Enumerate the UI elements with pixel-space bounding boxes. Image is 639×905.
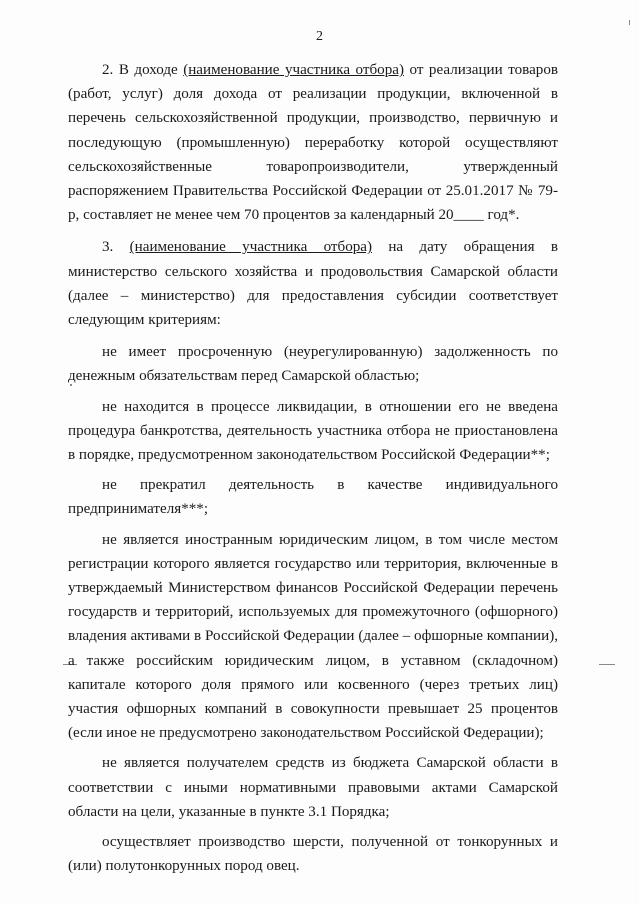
- participant-name-placeholder: (наименование участника отбора): [183, 62, 404, 78]
- criterion-not-budget-recipient: не является получателем средств из бюджета Самарской области в соответствии с иными нормативными правовыми актами Самарской области на цели, указанные в пункте 3.1 Порядка;: [68, 755, 558, 820]
- paragraph-item-3: [68, 235, 558, 332]
- scan-mark: [629, 20, 630, 25]
- scan-mark: [599, 664, 615, 665]
- paragraph-item-2: [68, 58, 558, 227]
- criterion-not-ceased-activity: не прекратил деятельность в качестве индивидуального предпринимателя***;: [68, 477, 558, 518]
- document-body: [68, 58, 558, 885]
- paragraph-lead: 3.: [102, 239, 130, 256]
- paragraph-lead: 2. В доходе: [102, 62, 184, 78]
- participant-name-placeholder: (наименование участника отбора): [129, 239, 373, 256]
- criterion-wool-production: осуществляет производство шерсти, полученной от тонкорунных и (или) полутонкорунных пород овец.: [68, 834, 558, 875]
- paragraph-text: на дату обращения в министерство сельского хозяйства и продовольствия Самарской области (далее – министерство) для предоставления субсидии соответствует следующим критериям:: [68, 239, 558, 329]
- criterion-no-liquidation: не находится в процессе ликвидации, в отношении его не введена процедура банкротства, деятельность участника отбора не приостановлена в порядке, предусмотренном законодательством Российской Федерации**;: [68, 398, 558, 464]
- criterion-no-debt: не имеет просроченную (неурегулированную) задолженность по денежным обязательствам перед Самарской областью;: [68, 344, 558, 385]
- paragraph-text: от реализации товаров (работ, услуг) доля дохода от реализации продукции, включенной в перечень сельскохозяйственной продукции, производство, первичную и последующую (промышленную) переработку которой осуществляют сельскохозяйственные товаропроизводители, утвержденный распоряжением Правительства Российской Федерации от 25.01.2017 № 79-р, составляет не менее чем 70 процентов за календарный 20____ год*.: [68, 62, 558, 224]
- page-number: 2: [316, 29, 323, 44]
- criterion-not-offshore: не является иностранным юридическим лицом, в том числе местом регистрации которого является государство или территория, включенные в утверждаемый Министерством финансов Российской Федерации перечень государств и территорий, используемых для промежуточного (офшорного) владения активами в Российской Федерации (далее – офшорные компании), а также российским юридическим лицом, в уставном (складочном) капитале которого доля прямого или косвенного (через третьих лиц) участия офшорных компаний в совокупности превышает 25 процентов (если иное не предусмотрено законодательством Российской Федерации);: [68, 531, 558, 742]
